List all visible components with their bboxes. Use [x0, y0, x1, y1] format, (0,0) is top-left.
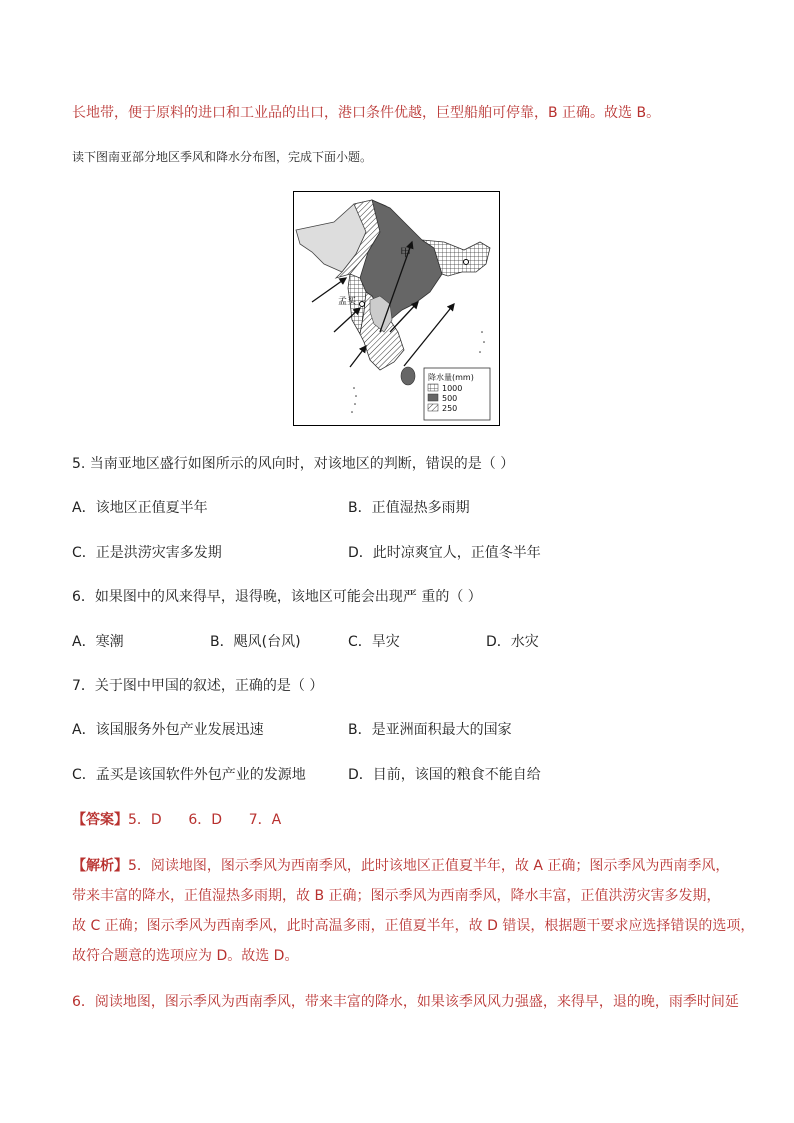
label-city: 孟买	[338, 297, 357, 307]
analysis-tag: 【解析】	[72, 858, 128, 874]
legend	[424, 368, 490, 420]
answer-line	[72, 810, 281, 830]
monsoon-arrow	[404, 304, 454, 366]
south-asia-map	[293, 191, 500, 426]
q5-option-c: C．正是洪涝灾害多发期	[72, 545, 222, 561]
q5-option-a: A．该地区正值夏半年	[72, 500, 208, 516]
q7-option-a: A．该国服务外包产业发展迅速	[72, 722, 264, 738]
east-city-marker	[464, 260, 469, 265]
q7-option-d: D．目前，该国的粮食不能自给	[348, 767, 541, 783]
label-country: 甲	[400, 246, 411, 259]
q7-option-c: C．孟买是该国软件外包产业的发源地	[72, 767, 306, 783]
q5-option-d: D．此时凉爽宜人，正值冬半年	[348, 545, 541, 561]
legend-item-500: 500	[442, 394, 458, 403]
q6-option-b: B．飓风(台风)	[210, 634, 301, 650]
legend-item-250: 250	[442, 404, 458, 413]
legend-item-1000: 1000	[442, 384, 463, 393]
answer-values: 5．D 6．D 7．A	[128, 812, 282, 828]
q7-stem: 7．关于图中甲国的叙述，正确的是（ ）	[72, 678, 324, 694]
q6-option-c: C．旱灾	[348, 634, 400, 650]
q5-stem: 5. 当南亚地区盛行如图所示的风向时，对该地区的判断，错误的是（ ）	[72, 456, 515, 472]
sri-lanka	[401, 367, 415, 385]
q5-option-b: B．正值湿热多雨期	[348, 500, 470, 516]
monsoon-arrow	[350, 346, 366, 367]
continuation-text: 长地带，便于原料的进口和工业品的出口，港口条件优越，巨型船舶可停靠，B 正确。故选 B。	[72, 105, 661, 121]
analysis-line-1	[72, 856, 729, 876]
q7-option-b: B．是亚洲面积最大的国家	[348, 722, 512, 738]
analysis-line-4: 故符合题意的选项应为 D。故选 D。	[72, 948, 299, 964]
analysis-text-1: 5．阅读地图，图示季风为西南季风，此时该地区正值夏半年，故 A 正确；图示季风为西南季风，	[128, 858, 730, 874]
analysis-line-5: 6．阅读地图，图示季风为西南季风，带来丰富的降水，如果该季风风力强盛，来得早，退的晚，雨季时间延	[72, 994, 739, 1010]
answer-tag: 【答案】	[72, 812, 128, 828]
q6-option-a: A．寒潮	[72, 634, 124, 650]
q6-stem: 6．如果图中的风来得早，退得晚，该地区可能会出现严 重的（ ）	[72, 589, 482, 605]
legend-title: 降水量(mm)	[428, 373, 474, 382]
analysis-line-3: 故 C 正确；图示季风为西南季风，此时高温多雨，正值夏半年，故 D 错误，根据题干要求应选择错误的选项，	[72, 918, 755, 934]
q6-option-d: D．水灾	[486, 634, 539, 650]
city-marker	[360, 302, 365, 307]
section-intro: 读下图南亚部分地区季风和降水分布图，完成下面小题。	[72, 150, 373, 164]
analysis-line-2: 带来丰富的降水，正值湿热多雨期，故 B 正确；图示季风为西南季风，降水丰富，正值洪涝灾害多发期，	[72, 888, 721, 904]
